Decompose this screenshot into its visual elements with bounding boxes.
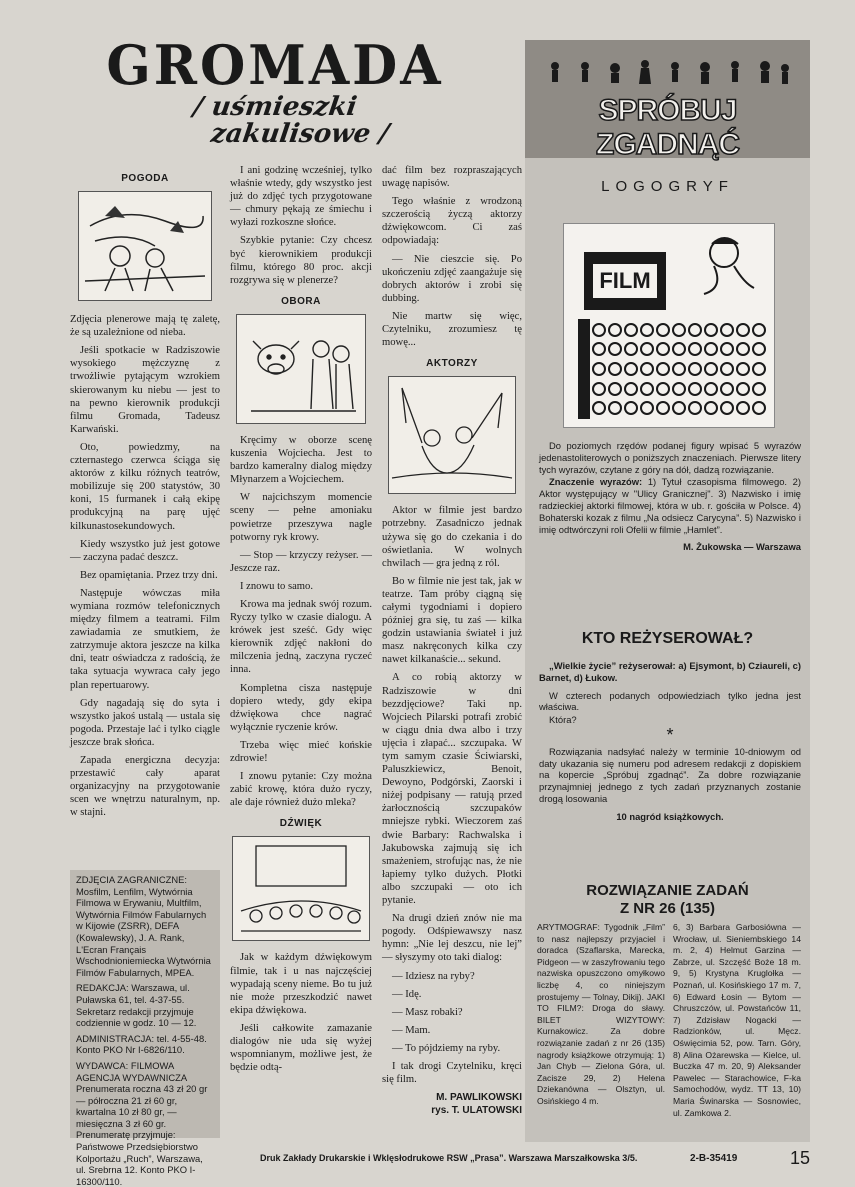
- letter-cell: [752, 382, 766, 396]
- col2-p2: Szybkie pytanie: Czy chcesz być kierownikiem produkcji filmu, którego 80 proc. akcji rozgrywa się w plenerze?: [230, 235, 372, 286]
- col1-p4: Kiedy wszystko już jest gotowe — zaczyna padać deszcz.: [70, 538, 220, 563]
- column-1: [70, 164, 220, 824]
- letter-cell: [656, 362, 670, 376]
- col3-d2: — Idę.: [392, 988, 422, 1000]
- letter-cell: [656, 342, 670, 356]
- box-zdjecia: ZDJĘCIA ZAGRANICZNE: Mosfilm, Lenfilm, Wytwórnia Filmowa w Erywaniu, Multfilm, Wytwórnia Filmów Fabularnych w Kijowie (ZSRR), DEFA (Kowalewsky), J. A. Rank, L'Ecran Français Wschodnioniemiecka Wytwórnia Filmów Fabularnych, MPEA.: [76, 874, 211, 978]
- roz-right: 6, 3) Barbara Garbosiówna — Wrocław, ul. Sieniembskiego 14 m. 2, 4) Helmut Garzina — Zabrze, ul. Szczęść Boże 18 m. 9, 5) Krystyna Kruglołka — Poznań, ul. Kosińskiego 17 m. 7, 6) Edward Łosin — Bytom — Chruszczów, ul. Powstańców 11, 7) Zdzisław Nogacki — Radzionków, ul. Męcz. Oświęcimia 52, pow. Tarn. Góry, 8) Alina Ożarewska — Kielce, ul. Buczka 47 m. 20, 9) Aleksander Pawelec — Starachowice, F-ka Samochodów, wydz. TT 13, 10) Maria Świnarska — Sosnowiec, ul. Zamkowa 2.: [673, 922, 801, 1118]
- projectionist-icon: [684, 228, 764, 298]
- letter-cell: [720, 342, 734, 356]
- rules-text: Rozwiązania nadsyłać należy w terminie 10-dniowym od daty ukazania się numeru pod adresem redakcji z dopiskiem na kopercie „Spróbuj zgadnąć”. Za dobre rozwiązanie przynajmniej jednego z tych zadań przyznanych zostanie drogą losowania: [539, 745, 801, 804]
- letter-cell: [720, 401, 734, 415]
- letter-cell: [656, 401, 670, 415]
- col2-p6: I znowu to samo.: [240, 580, 313, 592]
- letter-cell: [720, 382, 734, 396]
- letter-cell: [608, 382, 622, 396]
- col1-p7: Gdy nagadają się do syta i wszystko jakoś ustalą — ustala się pogoda. Przestaje lać i tylko ciągle jeszcze brak słońca.: [70, 697, 220, 748]
- col3-p3: — Nie cieszcie się. Po ukończeniu zdjęć zaangażuje się dobrych aktorów i zrobi się dubbing.: [382, 253, 522, 304]
- col1-p2: Jeśli spotkacie w Radziszowie wysokiego mężczyznę z trwożliwie pytającym wzrokiem skierowanym ku niebu — jest to na pewno kierownik produkcji filmu Gromada, Tadeusz Karwański.: [70, 345, 220, 435]
- letter-cell: [640, 342, 654, 356]
- letter-cell: [736, 362, 750, 376]
- col2-p7: Krowa ma jednak swój rozum. Ryczy tylko w czasie dialogu. A krówek jest sześć. Gdy więc kierownik zdjęć nakłoni do milczenia jedną, zaczyna ryczeć inna.: [230, 598, 372, 676]
- col2-p3: Kręcimy w oborze scenę kuszenia Wojciecha. Jest to bardzo kameralny dialog między Młynarzem a Wojciechem.: [230, 434, 372, 486]
- col2-p4: W najcichszym momencie sceny — pełne amoniaku powietrze przeszywa nagle potworny ryk krowy.: [230, 492, 372, 543]
- film-card: [584, 252, 666, 310]
- letter-cell: [656, 323, 670, 337]
- col1-p3: Oto, powiedzmy, na czternastego czerwca ściąga się aktorów z kilku różnych teatrów, mobilizuje się 200 statystów, 30 koni, 15 furmanek i całą ekipę produkcyjną na parę ujęć kilkunastosekundowych.: [70, 441, 220, 532]
- col3-p5: Aktor w filmie jest bardzo potrzebny. Zasadniczo jednak używa się go do czekania i do oświetlania. W wolnych chwilach — gra jedną z ról.: [382, 505, 522, 569]
- col3-d1: — Idziesz na ryby?: [392, 970, 475, 982]
- dancing-figures-icon: [545, 58, 790, 86]
- prize-text: 10 nagród książkowych.: [616, 810, 724, 822]
- kto-question: „Wielkie życie” reżyserował: a) Ejsymont, b) Cziaureli, c) Barnet, d) Łukow.: [539, 660, 801, 683]
- col2-p8: Kompletna cisza następuje dopiero wtedy, gdy ekipa dźwiękowa chce nagrać wyłącznie ryczenie krów.: [230, 682, 372, 733]
- col1-p8: Zapada energiczna decyzja: przestawić cały aparat organizacyjny na przygotowanie scen we wnętrzu naturalnym, np. w stajni.: [70, 755, 220, 819]
- illustration-pogoda: [78, 191, 212, 301]
- roz-title-2: Z NR 26 (135): [619, 900, 716, 917]
- letter-cell: [608, 401, 622, 415]
- letter-cell: [704, 362, 718, 376]
- letter-cell: [736, 382, 750, 396]
- letter-cell: [688, 382, 702, 396]
- col2-p12: Jeśli całkowite zamazanie dialogów nie uda się wyżej wspomnianym, możliwe jest, że będzie odtą-: [230, 1022, 372, 1074]
- letter-cell: [640, 401, 654, 415]
- meanings: [539, 476, 801, 535]
- publisher-info-box: [70, 870, 220, 1187]
- col1-p5: Bez opamiętania. Przez trzy dni.: [80, 569, 218, 581]
- col2-p10: I znowu pytanie: Czy można zabić krowę, która dużo ryczy, ale daje również dużo mleka?: [230, 771, 372, 809]
- col3-p6: Bo w filmie nie jest tak, jak w teatrze. Tam próby ciągną się całymi tygodniami i dopiero później gra się, tu zaś — kilka godzin ustawiania świateł i już masz nakręconych kilka czy nawet kilkanaście... sekund.: [382, 575, 522, 666]
- letter-cell: [592, 342, 606, 356]
- banner-title: SPRÓBUJ ZGADNĄĆ: [596, 94, 739, 161]
- letter-cell: [640, 382, 654, 396]
- quiz-banner: [525, 40, 810, 161]
- letter-cell: [672, 323, 686, 337]
- logogryf-author: M. Żukowska — Warszawa: [683, 541, 801, 553]
- footer-printer: Druk Zakłady Drukarskie i Wklęsłodrukowe RSW „Prasa”. Warszawa Marszałkowska 3/5.: [260, 1153, 638, 1163]
- letter-cell: [672, 362, 686, 376]
- footer-code: 2-B-35419: [690, 1152, 738, 1164]
- illustration-dzwiek: [232, 836, 370, 941]
- col2-p11: Jak w każdym dźwiękowym filmie, tak i u nas najczęściej wypadają sceny nieme. Bo tu już nie może przeszkodzić nawet ekipa dźwiękowa.: [230, 952, 372, 1016]
- letter-cell: [688, 342, 702, 356]
- letter-cell: [704, 342, 718, 356]
- letter-cell: [752, 362, 766, 376]
- letter-cell: [624, 362, 638, 376]
- masthead-subtitle-2: zakulisowe /: [209, 119, 391, 149]
- col1-p6: Następuje wówczas miła wymiana rozmów telefonicznych między filmem a teatrami. Film zawiadamia ze smutkiem, że zatrzymuje aktora jeszcze na kilka dni, teatr oświadcza z radością, że taka sytuacja wywraca cały jego plan repertuarowy.: [70, 587, 220, 691]
- heading-pogoda: POGODA: [121, 173, 169, 184]
- letter-cell: [704, 401, 718, 415]
- column-2: [230, 164, 372, 1079]
- logogryf-figure: [563, 223, 775, 428]
- col2-p1: I ani godzinę wcześniej, tylko właśnie wtedy, gdy wszystko jest już do zdjęć tych przygotowane — chmury pękają ze śmiechu i wyłazi rozkoszne słońce.: [230, 165, 372, 229]
- heading-dzwiek: DŹWIĘK: [279, 818, 323, 830]
- meanings-label: Znaczenie wyrazów:: [549, 476, 643, 488]
- letter-cell: [720, 323, 734, 337]
- col3-p2: Tego właśnie z wrodzoną szczerością życzą aktorzy dźwiękowcom. Ci zaś odpowiadają:: [382, 196, 522, 247]
- col3-p4: Nie martw się więc, Czytelniku, zrozumiesz tę mowę...: [382, 310, 522, 349]
- letter-cell: [608, 362, 622, 376]
- signature-author: M. PAWLIKOWSKI: [436, 1092, 522, 1104]
- col3-p8: Na drugi dzień znów nie ma pogody. Odśpiewawszy nasz hymn: „Nie lej deszcu, nie lej” — słyszymy oto taki dialog:: [382, 913, 522, 964]
- letter-cell: [688, 323, 702, 337]
- col3-d5: — To pójdziemy na ryby.: [392, 1042, 501, 1054]
- kto-title: KTO REŻYSEROWAŁ?: [581, 630, 754, 647]
- logogryf-title: LOGOGRYF: [601, 178, 734, 195]
- letter-cell: [624, 342, 638, 356]
- col2-p5: — Stop — krzyczy reżyser. — Jeszcze raz.: [230, 549, 372, 574]
- cinema-audience-drawing: [236, 841, 366, 936]
- letter-cell: [752, 323, 766, 337]
- kto-section: [539, 660, 801, 823]
- box-wydawca: WYDAWCA: FILMOWA AGENCJA WYDAWNICZA Prenumerata roczna 43 zł 20 gr — półroczna 21 zł 60 gr, kwartalna 10 zł 80 gr, — miesięczna 3 zł 60 gr. Prenumeratę przyjmuje: Państwowe Przedsiębiorstwo Kolportażu „Ruch”, Warszawa, ul. Srebrna 12. Konto PKO I-16300/110.: [76, 1059, 208, 1187]
- letter-cell: [592, 323, 606, 337]
- star-divider: *: [666, 724, 674, 745]
- illustration-obora: [236, 314, 366, 424]
- letter-cell: [624, 382, 638, 396]
- col3-d3: — Masz robaki?: [392, 1006, 463, 1018]
- footer: [70, 1148, 810, 1168]
- letter-cell: [720, 362, 734, 376]
- masthead-title: GROMADA: [106, 33, 444, 98]
- letter-cell: [592, 382, 606, 396]
- heading-obora: OBORA: [281, 295, 321, 307]
- col3-p1: dać film bez rozpraszających uwagę napisów.: [382, 165, 522, 190]
- film-label: FILM: [593, 264, 656, 298]
- letter-cell: [736, 323, 750, 337]
- letter-cell: [704, 323, 718, 337]
- fishermen-drawing: [392, 383, 512, 488]
- letter-cell: [624, 323, 638, 337]
- letter-cell: [592, 401, 606, 415]
- kto-p3: Która?: [549, 714, 577, 726]
- kto-p2: W czterech podanych odpowiedziach tylko jedna jest właściwa.: [539, 689, 801, 713]
- col3-p9: I tak drogi Czytelniku, kręci się film.: [382, 1060, 522, 1086]
- letter-cell: [672, 401, 686, 415]
- letter-cell: [640, 323, 654, 337]
- storm-figures-drawing: [85, 196, 205, 296]
- illustration-aktorzy: [388, 376, 516, 494]
- col2-p9: Trzeba więc mieć końskie zdrowie!: [230, 739, 372, 764]
- banner-figures: [545, 58, 790, 86]
- letter-cell: [736, 342, 750, 356]
- letter-cell: [608, 342, 622, 356]
- col1-p1: Zdjęcia plenerowe mają tę zaletę, że są uzależnione od nieba.: [70, 314, 220, 339]
- letter-cell: [672, 342, 686, 356]
- letter-cell: [656, 382, 670, 396]
- letter-cell: [672, 382, 686, 396]
- letter-cell: [592, 362, 606, 376]
- logogryf-text: [539, 440, 801, 553]
- box-administracja: ADMINISTRACJA: tel. 4-55-48. Konto PKO Nr I-6826/110.: [76, 1032, 207, 1056]
- roz-left: ARYTMOGRAF: Tygodnik „Film” to nasz najlepszy przyjaciel i doradca (Szaflarska, Marecka, Pidgeon — w zaszyfrowaniu tego nazwiska opuszczono omyłkowo liczbę 4, co niniejszym prostujemy — Tolnay, Dikij). JAKI TO FILM?: Droga do sławy. BILET WIZYTOWY: Kurnakowicz. Za dobre rozwiązanie zadań z nr 26 (135) nagrody książkowe otrzymują: 1) Jan Chyb — Zielona Góra, ul. Zacisze 29, 2) Helena Dziekanówna — Olsztyn, ul. Osińskiego 4 m.: [537, 922, 665, 1106]
- roz-title-1: ROZWIĄZANIE ZADAŃ: [586, 882, 749, 899]
- letter-cell: [752, 401, 766, 415]
- letter-cell: [688, 362, 702, 376]
- col3-p7: A co robią aktorzy w Radziszowie w dni bezzdjęciowe? Taki np. Wojciech Pilarski potrafi zrobić w ciągu dnia dwa albo i trzy ujęcia i złapać... szczupaka. W tym samym czasie Ściwiarski, Paluszkiewicz, Benoit, Dewoyno, Podgórski, Zaorski i niżej podpisany — ratują przed żarłocznością szczupaków mniejsze rybki. Wieczorem zaś dwie Barbary: Rachwalska i Jakubowska zajmują się ich smażeniem, strofując nas, że nie łapiemy tylko dużych. Płotki albo szczupaki — oto ich pytanie.: [382, 672, 522, 907]
- logogryf-intro: Do poziomych rzędów podanej figury wpisać 5 wyrazów jedenastoliterowych o poniższych znaczeniach. Pierwsze litery tych wyrazów, czytane z góry na dół, dadzą rozwiązanie.: [539, 440, 801, 475]
- cow-crew-drawing: [241, 319, 361, 419]
- quiz-panel: [525, 40, 810, 1142]
- heading-aktorzy: AKTORZY: [426, 358, 478, 370]
- masthead: [100, 33, 450, 149]
- letter-cell: [736, 401, 750, 415]
- signature-illustrator: rys. T. ULATOWSKI: [431, 1105, 522, 1117]
- letter-cell: [704, 382, 718, 396]
- column-3: [382, 164, 522, 1117]
- box-redakcja: REDAKCJA: Warszawa, ul. Puławska 61, tel. 4-37-55. Sekretarz redakcji przyjmuje codziennie w godz. 10 — 12.: [76, 982, 197, 1029]
- letter-cell: [752, 342, 766, 356]
- letter-cell: [608, 323, 622, 337]
- page-number: 15: [789, 1147, 810, 1168]
- masthead-subtitle-1: / uśmieszki: [191, 92, 359, 122]
- letter-grid: [578, 319, 764, 419]
- letter-cell: [624, 401, 638, 415]
- letter-cell: [640, 362, 654, 376]
- meanings-list: 1) Tytuł czasopisma filmowego. 2) Aktor występujący w "Ulicy Granicznej". 3) Nazwisko i imię radzieckiej aktorki filmowej, która w ub. r. gościła w Polsce. 4) Bohaterski kozak z filmu „Na odsiecz Carycyna”. 5) Nazwisko i imię odtwórczyni roli Ofelii w filmie „Hamlet”.: [539, 476, 802, 535]
- col3-d4: — Mam.: [392, 1024, 431, 1036]
- letter-cell: [688, 401, 702, 415]
